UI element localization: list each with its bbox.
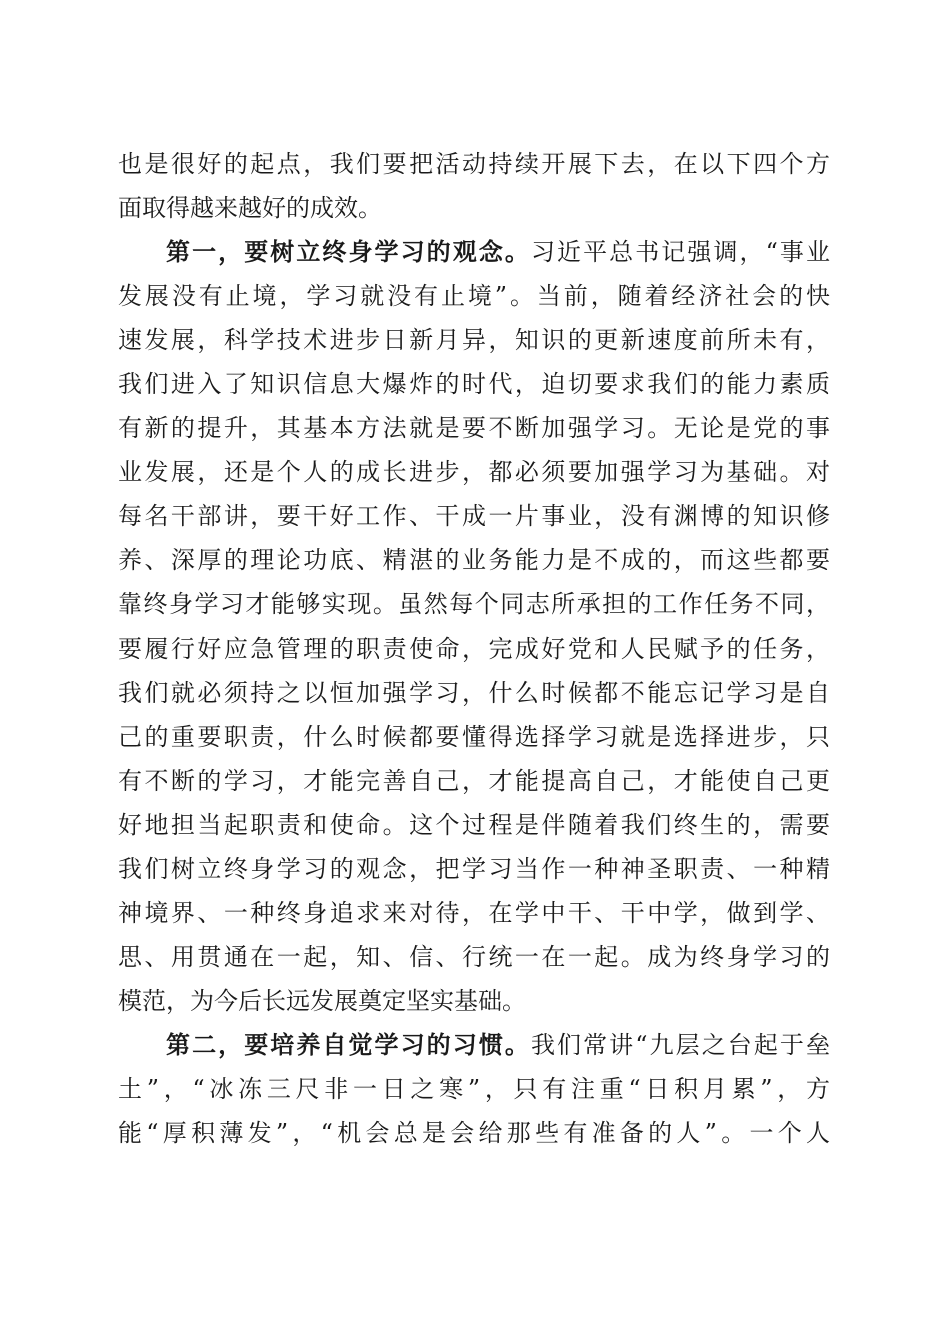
text-line: 面取得越来越好的成效。 xyxy=(118,194,382,223)
text-run: 习近平总书记强调，“事业 xyxy=(530,238,830,267)
text-line: 养、深厚的理论功底、精湛的业务能力是不成的，而这些都要 xyxy=(118,546,830,575)
text-line: 发展没有止境，学习就没有止境”。当前，随着经济社会的快 xyxy=(118,282,830,311)
text-line: 我们进入了知识信息大爆炸的时代，迫切要求我们的能力素质 xyxy=(118,370,830,399)
text-line: 土”，“冰冻三尺非一日之寒”，只有注重“日积月累”，方 xyxy=(118,1074,830,1103)
text-line: 靠终身学习才能够实现。虽然每个同志所承担的工作任务不同， xyxy=(118,590,830,619)
paragraph-lead: 第二，要培养自觉学习的习惯。 xyxy=(166,1029,531,1059)
text-line: 业发展，还是个人的成长进步，都必须要加强学习为基础。对 xyxy=(118,458,830,487)
text-line: 能“厚积薄发”，“机会总是会给那些有准备的人”。一个人 xyxy=(118,1119,830,1148)
text-line: 每名干部讲，要干好工作、干成一片事业，没有渊博的知识修 xyxy=(118,502,830,531)
paragraph-lead: 第一，要树立终身学习的观念。 xyxy=(166,237,531,267)
text-line: 我们就必须持之以恒加强学习，什么时候都不能忘记学习是自 xyxy=(118,678,830,707)
paragraph-first-line xyxy=(118,230,830,274)
text-line: 有新的提升，其基本方法就是要不断加强学习。无论是党的事 xyxy=(118,414,830,443)
text-run: 我们常讲“九层之台起于垒 xyxy=(530,1030,830,1059)
text-line: 有不断的学习，才能完善自己，才能提高自己，才能使自己更 xyxy=(118,766,830,795)
text-line: 神境界、一种终身追求来对待，在学中干、干中学，做到学、 xyxy=(118,898,830,927)
paragraph-first-line xyxy=(118,1023,830,1067)
text-line: 要履行好应急管理的职责使命，完成好党和人民赋予的任务， xyxy=(118,634,830,663)
text-line: 好地担当起职责和使命。这个过程是伴随着我们终生的，需要 xyxy=(118,810,830,839)
text-line: 己的重要职责，什么时候都要懂得选择学习就是选择进步，只 xyxy=(118,722,830,751)
text-line: 速发展，科学技术进步日新月异，知识的更新速度前所未有， xyxy=(118,326,830,355)
text-line: 我们树立终身学习的观念，把学习当作一种神圣职责、一种精 xyxy=(118,854,830,883)
text-line: 也是很好的起点，我们要把活动持续开展下去，在以下四个方 xyxy=(118,150,830,178)
text-line: 思、用贯通在一起，知、信、行统一在一起。成为终身学习的 xyxy=(118,942,830,971)
body-text xyxy=(118,142,830,1155)
text-line: 模范，为今后长远发展奠定坚实基础。 xyxy=(118,986,526,1015)
